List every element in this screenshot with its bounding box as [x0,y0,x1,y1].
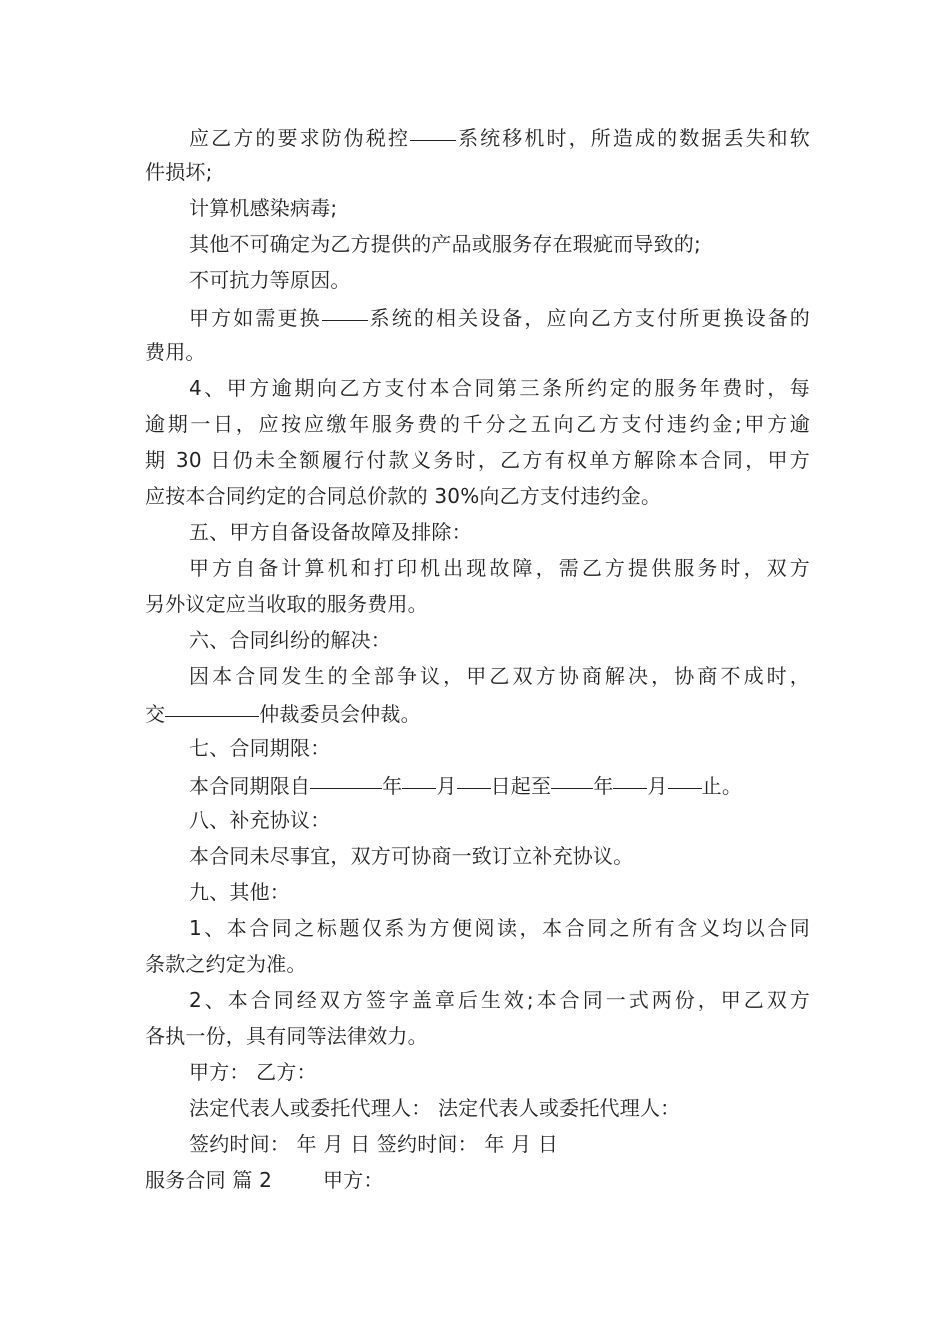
paragraph-line: 条款之约定为准。 [145,952,307,976]
text-fragment: 本合同期限自 [189,774,311,798]
blank-underline [322,298,368,321]
text-fragment: 甲方如需更换 [189,306,322,330]
blank-underline [165,694,259,717]
blank-underline [410,118,456,141]
section-heading: 七、合同期限： [189,736,331,760]
text-fragment: 月 [436,774,457,798]
paragraph-line [145,118,810,154]
text-fragment: 交 [145,702,166,726]
paragraph-line: 因本合同发生的全部争议，甲乙双方协商解决，协商不成时， [189,664,810,688]
section-heading: 五、甲方自备设备故障及排除： [189,520,472,544]
paragraph-line: 各执一份，具有同等法律效力。 [145,1024,428,1048]
section-heading: 六、合同纠纷的解决： [189,628,391,652]
paragraph-line [145,298,810,334]
signature-parties: 甲方： 乙方： [189,1060,317,1084]
document-page [145,118,810,1198]
paragraph-line: 2、本合同经双方签字盖章后生效;本合同一式两份，甲乙双方 [189,988,810,1012]
text-fragment: 系统移机时，所造成的数据丢失和软 [456,126,810,150]
blank-underline [668,766,702,789]
next-contract-heading-row [145,1162,810,1198]
section-heading: 九、其他： [189,880,290,904]
paragraph-line: 本合同未尽事宜，双方可协商一致订立补充协议。 [189,844,634,868]
paragraph-line [145,694,810,730]
paragraph-line: 期 30 日仍未全额履行付款义务时，乙方有权单方解除本合同，甲方 [145,448,810,472]
paragraph-line: 甲方自备计算机和打印机出现故障，需乙方提供服务时，双方 [189,556,810,580]
party-a-label: 甲方： [323,1168,384,1192]
blank-underline [613,766,647,789]
paragraph-line: 其他不可确定为乙方提供的产品或服务存在瑕疵而导致的; [189,232,701,256]
blank-underline [310,766,382,789]
text-fragment: 日起至 [490,774,552,798]
paragraph-line: 计算机感染病毒; [189,196,338,220]
paragraph-line: 件损坏; [145,160,213,184]
text-fragment: 月 [647,774,668,798]
paragraph-line [145,766,810,802]
signature-representatives: 法定代表人或委托代理人： 法定代表人或委托代理人： [189,1096,681,1120]
text-fragment: 年 [382,774,403,798]
paragraph-line: 费用。 [145,340,206,364]
text-fragment: 应乙方的要求防伪税控 [189,126,411,150]
blank-underline [457,766,491,789]
blank-underline [551,766,593,789]
text-fragment: 系统的相关设备，应向乙方支付所更换设备的 [367,306,810,330]
text-fragment: 止。 [701,774,743,798]
signature-dates: 签约时间： 年 月 日 签约时间： 年 月 日 [189,1132,559,1156]
next-contract-title: 服务合同 篇 2 [145,1168,273,1192]
paragraph-line: 另外议定应当收取的服务费用。 [145,592,428,616]
paragraph-line: 4、甲方逾期向乙方支付本合同第三条所约定的服务年费时，每 [189,376,810,400]
text-fragment: 年 [593,774,614,798]
paragraph-line: 应按本合同约定的合同总价款的 30%向乙方支付违约金。 [145,484,662,508]
paragraph-line: 不可抗力等原因。 [189,268,351,292]
paragraph-line: 逾期一日，应按应缴年服务费的千分之五向乙方支付违约金;甲方逾 [145,412,810,436]
paragraph-line: 1、本合同之标题仅系为方便阅读，本合同之所有含义均以合同 [189,916,810,940]
text-fragment: 仲裁委员会仲裁。 [259,702,421,726]
section-heading: 八、补充协议： [189,808,331,832]
blank-underline [402,766,436,789]
